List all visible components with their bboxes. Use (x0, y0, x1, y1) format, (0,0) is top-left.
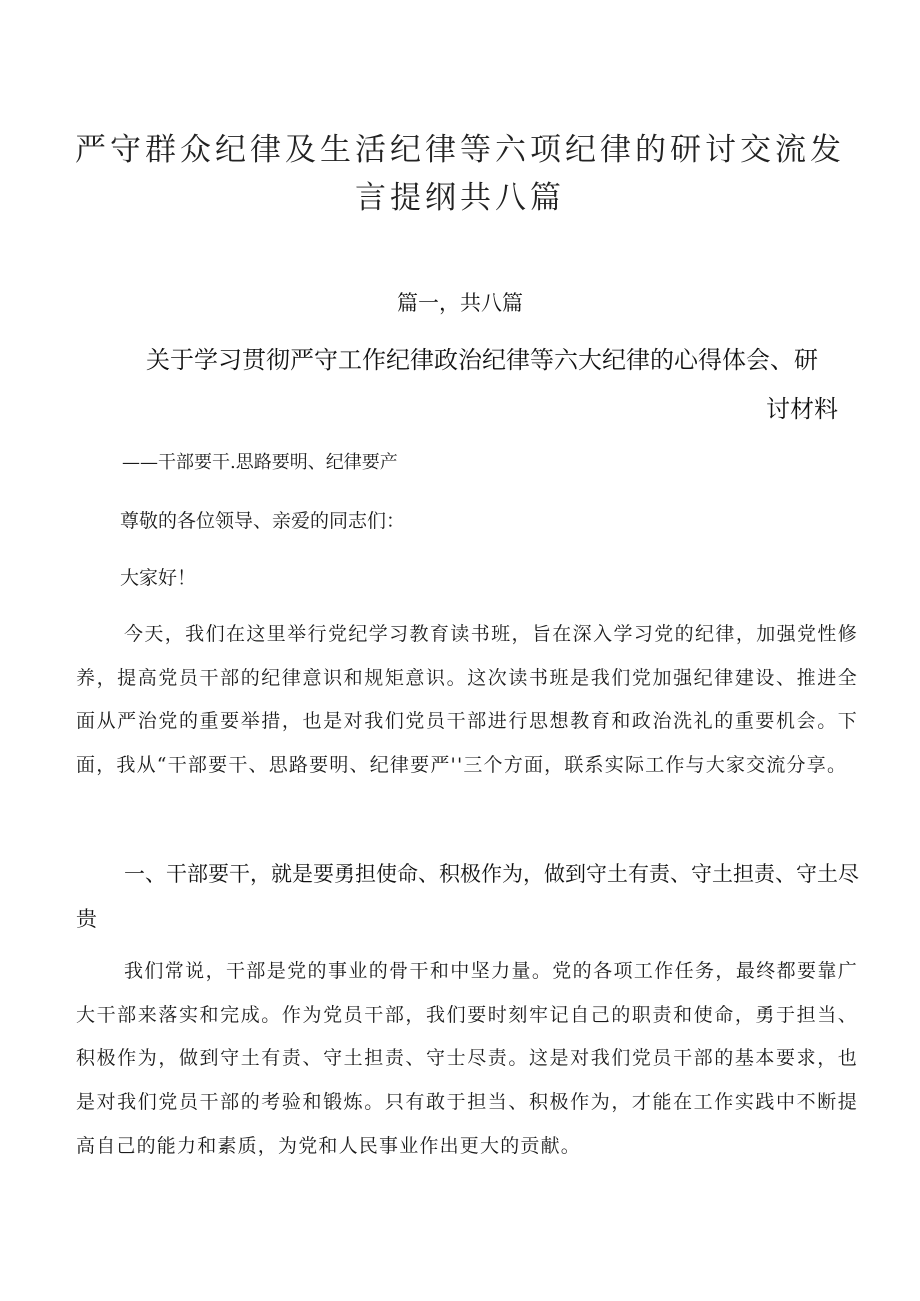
hello-line: 大家好！ (120, 567, 197, 589)
greeting: 尊敬的各位领导、亲爱的同志们： (120, 510, 406, 532)
paragraph-intro: 今天，我们在这里举行党纪学习教育读书班，旨在深入学习党的纪律，加强党性修养，提高党员干部的纪律意识和规矩意识。这次读书班是我们党加强纪律建设、推进全面从严治党的重要举措，也是对我们党员干部进行思想教育和政治洗礼的重要机会。下面，我从“干部要干、思路要明、纪律要严''三个方面，联系实际工作与大家交流分享。 (76, 623, 858, 777)
chapter-title-line-2: 讨材料 (766, 395, 838, 423)
document-title-line-2: 言提纲共八篇 (355, 180, 565, 216)
chapter-label: 篇一，共八篇 (397, 291, 523, 315)
document-title-line-1: 严守群众纪律及生活纪律等六项纪律的研讨交流发 (75, 132, 845, 168)
subtitle: ——干部要干.思路要明、纪律要产 (122, 452, 398, 473)
section-heading-1: 一、干部要干，就是要勇担使命、积极作为，做到守土有责、守土担责、守土尽贵 (76, 862, 859, 931)
paragraph-section-1: 我们常说，干部是党的事业的骨干和中坚力量。党的各项工作任务，最终都要靠广大干部来落实和完成。作为党员干部，我们要时刻牢记自己的职责和使命，勇于担当、积极作为，做到守土有责、守土担责、守士尽责。这是对我们党员干部的基本要求，也是对我们党员干部的考验和锻炼。只有敢于担当、积极作为，才能在工作实践中不断提高自己的能力和素质，为党和人民事业作出更大的贡献。 (76, 960, 858, 1157)
chapter-title-line-1: 关于学习贯彻严守工作纪律政治纪律等六大纪律的心得体会、研 (146, 346, 818, 374)
